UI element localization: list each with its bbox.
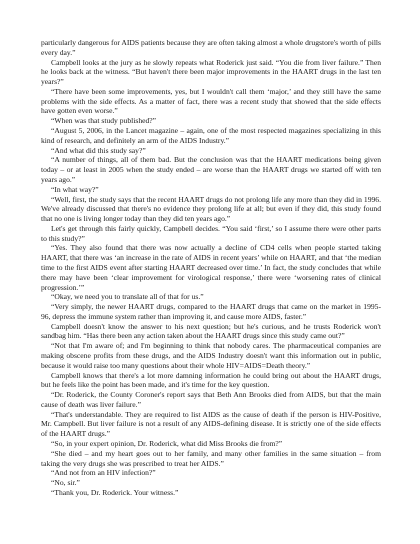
paragraph-5: “August 5, 2006, in the Lancet magazine – again, one of the most respected magazines specializing in this kind of research, and definitely an arm of the AIDS Industry.” (41, 126, 381, 145)
paragraph-14: Campbell doesn't know the answer to his next question; but he's curious, and he trusts Roderick won't sandbag him. “Has there been any action taken about the HAART drugs since this study came out?” (41, 321, 381, 341)
paragraph-9: “Well, first, the study says that the recent HAART drugs do not prolong life any more than they did in 1996. We've already discussed that there's no evidence they prolong life at all; but even if they did, this study found that no one is living longer today than they did ten years ago.” (41, 194, 381, 224)
paragraph-12: “Okay, we need you to translate all of that for us.” (51, 292, 204, 302)
paragraph-7: “A number of things, all of them bad. But the conclusion was that the HAART medications being given today – or at least in 2005 when the study ended – are worse than the HAART drugs we started off with ten years ago.” (41, 155, 381, 184)
paragraph-21: “And not from an HIV infection?” (51, 468, 156, 478)
paragraph-3: “There have been some improvements, yes, but I wouldn't call them ‘major,’ and they still have the same problems with the side effects. As a matter of fact, there was a recent study that showed that the side effects have gotten even worse.” (41, 86, 381, 116)
paragraph-11: “Yes. They also found that there was now actually a decline of CD4 cells when people started taking HAART, that there was ‘an increase in the rate of AIDS in recent years’ while on HAART, and that ‘the median time to the first AIDS event after starting HAART decreased over time.’ In fact, the study concludes that while there may have been ‘clear improvement for virological response,’ there were ‘worsening rates of clinical progression.’” (41, 243, 381, 292)
paragraph-4: “When was that study published?” (51, 116, 157, 126)
paragraph-18: “That's understandable. They are required to list AIDS as the cause of death if the person is HIV-Positive, Mr. Campbell. But liver failure is not a result of any AIDS-defining disease. It is strictly one of the side effects of the HAART drugs.” (41, 409, 381, 439)
paragraph-6: “And what did this study say?” (51, 145, 146, 155)
paragraph-19: “So, in your expert opinion, Dr. Roderick, what did Miss Brooks die from?” (51, 439, 283, 449)
paragraph-1: particularly dangerous for AIDS patients because they are often taking almost a whole drugstore's worth of pills every day.” (41, 38, 381, 57)
paragraph-23: “Thank you, Dr. Roderick. Your witness.” (51, 487, 179, 497)
paragraph-10: Let's get through this fairly quickly, Campbell decides. “You said ‘first,’ so I assume there were other parts to this study?” (41, 223, 381, 243)
paragraph-15: “Not that I'm aware of; and I'm beginning to think that nobody cares. The pharmaceutical companies are making obscene profits from these drugs, and the AIDS Industry doesn't want this information out in public, because it would raise too many questions about their whole HIV=AIDS=Death theory.” (41, 341, 381, 370)
body-text (41, 38, 381, 498)
paragraph-22: “No, sir.” (51, 478, 80, 488)
paragraph-2: Campbell looks at the jury as he slowly repeats what Roderick just said. “You die from liver failure.” Then he looks back at the witness. “But haven't there been major improvements in the HAART drugs in the last ten years?” (41, 57, 381, 87)
paragraph-20: “She died – and my heart goes out to her family, and many other families in the same situation – from taking the very drugs she was prescribed to treat her AIDS.” (41, 448, 381, 468)
paragraph-8: “In what way?” (51, 184, 99, 194)
paragraph-13: “Very simply, the newer HAART drugs, compared to the HAART drugs that came on the market in 1995-96, depress the immune system rather than improving it, and cause more AIDS, faster.” (41, 302, 381, 321)
paragraph-16: Campbell knows that there's a lot more damning information he could bring out about the HAART drugs, but he feels like the point has been made, and it's time for the key question. (41, 370, 381, 390)
paragraph-17: “Dr. Roderick, the County Coroner's report says that Beth Ann Brooks died from AIDS, but that the main cause of death was liver failure.” (41, 390, 381, 409)
